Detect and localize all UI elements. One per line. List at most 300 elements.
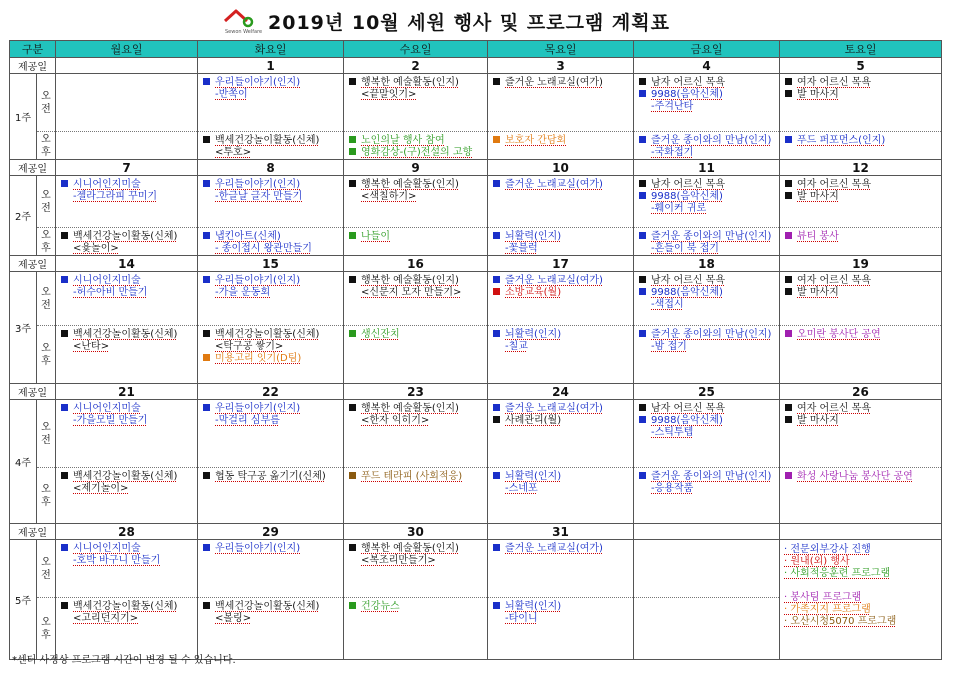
- program-text: <고리던지기>: [73, 613, 139, 624]
- bullet-square-icon: [639, 78, 646, 85]
- date-row: [10, 256, 942, 272]
- program-text: 나들이: [361, 231, 390, 242]
- program-cell: [488, 540, 634, 598]
- program-cell: [634, 228, 780, 256]
- program-line: [493, 613, 633, 625]
- program-line: [203, 353, 343, 365]
- program-text: -막걸리 심부름: [215, 415, 280, 426]
- program-line: [203, 543, 343, 555]
- bullet-square-icon: [61, 276, 68, 283]
- program-text: 즐거운 종이와의 만남(인지): [651, 471, 772, 482]
- week-label: 5주: [10, 540, 37, 660]
- bullet-square-icon: [349, 136, 356, 143]
- program-line: [349, 471, 487, 483]
- program-line: [785, 89, 941, 101]
- bullet-square-icon: [639, 330, 646, 337]
- date-cell: 2: [344, 58, 488, 74]
- program-line: [61, 341, 197, 353]
- program-line: [349, 275, 487, 287]
- program-line: [639, 299, 779, 311]
- date-cell: 17: [488, 256, 634, 272]
- program-cell: [344, 598, 488, 660]
- program-cell: [198, 540, 344, 598]
- program-line: [203, 329, 343, 341]
- program-text: 행복한 예술활동(인지): [361, 77, 459, 88]
- bullet-square-icon: [785, 276, 792, 283]
- program-cell: [198, 132, 344, 160]
- program-line: [493, 601, 633, 613]
- program-text: 우리들이야기(인지): [215, 403, 301, 414]
- date-cell: 16: [344, 256, 488, 272]
- program-text: -흔들이 북 접기: [651, 243, 719, 254]
- bullet-square-icon: [493, 602, 500, 609]
- program-text: <복조리만들기>: [361, 555, 436, 566]
- program-line: [493, 483, 633, 495]
- legend-text: · 봉사팀 프로그램: [784, 592, 862, 603]
- legend-text: · 오산시청5070 프로그램: [784, 616, 897, 627]
- bullet-square-icon: [203, 78, 210, 85]
- am-row: [10, 400, 942, 468]
- program-cell: [344, 326, 488, 384]
- bullet-square-icon: [203, 472, 210, 479]
- program-text: 즐거운 노래교실(여가): [505, 543, 603, 554]
- program-line: [639, 471, 779, 483]
- pm-label: 오 후: [37, 132, 56, 160]
- bullet-square-icon: [785, 180, 792, 187]
- program-line: [203, 275, 343, 287]
- program-text: 발 마사지: [797, 415, 839, 426]
- program-line: [61, 471, 197, 483]
- bullet-square-icon: [493, 276, 500, 283]
- date-cell: [634, 524, 780, 540]
- date-cell: 1: [198, 58, 344, 74]
- week-label: 4주: [10, 400, 37, 524]
- date-cell: [780, 524, 942, 540]
- bullet-square-icon: [785, 90, 792, 97]
- program-line: [203, 89, 343, 101]
- program-line: [639, 89, 779, 101]
- date-cell: 21: [56, 384, 198, 400]
- program-text: -한글날 글자 만들기: [215, 191, 303, 202]
- program-line: [203, 147, 343, 159]
- program-text: 남자 어르신 목욕: [651, 275, 725, 286]
- program-line: [493, 77, 633, 89]
- program-text: -칠교: [505, 341, 528, 352]
- program-line: [639, 231, 779, 243]
- program-line: [349, 555, 487, 567]
- header-wed: 수요일: [344, 41, 488, 58]
- bullet-square-icon: [493, 404, 500, 411]
- program-text: 소방교육(월): [505, 287, 562, 298]
- program-text: 즐거운 노래교실(여가): [505, 77, 603, 88]
- date-row: [10, 524, 942, 540]
- program-cell: [780, 176, 942, 228]
- date-cell: 28: [56, 524, 198, 540]
- program-cell: [488, 598, 634, 660]
- program-cell: [198, 326, 344, 384]
- program-text: 우리들이야기(인지): [215, 77, 301, 88]
- program-cell: [634, 468, 780, 524]
- date-cell: 14: [56, 256, 198, 272]
- header-row: [10, 41, 942, 58]
- program-text: 시니어인지미술: [73, 275, 141, 286]
- date-cell: 8: [198, 160, 344, 176]
- program-cell: [344, 540, 488, 598]
- program-line: [349, 415, 487, 427]
- week-label: 1주: [10, 74, 37, 160]
- date-cell: 23: [344, 384, 488, 400]
- program-line: [639, 179, 779, 191]
- program-text: 시니어인지미술: [73, 403, 141, 414]
- program-text: 여자 어르신 목욕: [797, 179, 871, 190]
- bullet-square-icon: [493, 78, 500, 85]
- program-text: 보호자 간담회: [505, 135, 567, 146]
- program-text: 푸드 테라피 (사회적응): [361, 471, 463, 482]
- program-cell: [488, 228, 634, 256]
- program-cell: [198, 400, 344, 468]
- program-cell: [780, 400, 942, 468]
- bullet-square-icon: [203, 136, 210, 143]
- program-line: [493, 287, 633, 299]
- program-cell: [56, 228, 198, 256]
- program-line: [349, 403, 487, 415]
- bullet-square-icon: [349, 180, 356, 187]
- program-text: 발 마사지: [797, 287, 839, 298]
- program-line: [349, 147, 487, 159]
- program-text: 행복한 예술활동(인지): [361, 179, 459, 190]
- bullet-square-icon: [785, 472, 792, 479]
- program-line: [493, 179, 633, 191]
- program-line: [493, 231, 633, 243]
- bullet-square-icon: [349, 276, 356, 283]
- date-cell: 29: [198, 524, 344, 540]
- bullet-square-icon: [349, 78, 356, 85]
- pm-row: [10, 228, 942, 256]
- program-text: 9988(음악신체): [651, 415, 723, 426]
- program-text: 뇌활력(인지): [505, 471, 562, 482]
- program-text: 시니어인지미술: [73, 543, 141, 554]
- program-text: -스네포: [505, 483, 538, 494]
- program-line: [61, 275, 197, 287]
- program-line: [639, 243, 779, 255]
- program-text: -훼이커 귀로: [651, 203, 707, 214]
- program-line: [203, 613, 343, 625]
- program-line: [349, 179, 487, 191]
- legend-item: [784, 580, 941, 592]
- pm-row: [10, 326, 942, 384]
- program-cell: [488, 272, 634, 326]
- bullet-square-icon: [493, 472, 500, 479]
- program-line: [61, 329, 197, 341]
- program-text: 남자 어르신 목욕: [651, 77, 725, 88]
- program-text: 건강뉴스: [361, 601, 400, 612]
- am-label: 오 전: [37, 540, 56, 598]
- am-row: [10, 74, 942, 132]
- legend-item: [784, 592, 941, 604]
- program-cell: [344, 400, 488, 468]
- program-text: <탁구공 쌓기>: [215, 341, 284, 352]
- bullet-square-icon: [349, 602, 356, 609]
- program-line: [493, 341, 633, 353]
- program-line: [349, 543, 487, 555]
- program-cell: [56, 540, 198, 598]
- bullet-square-icon: [61, 232, 68, 239]
- legend-text: · 원내(외) 행사: [784, 556, 850, 567]
- header-thu: 목요일: [488, 41, 634, 58]
- program-text: 백세건강놀이활동(신체): [73, 471, 178, 482]
- program-text: 여자 어르신 목욕: [797, 403, 871, 414]
- program-text: -호박 바구니 만들기: [73, 555, 161, 566]
- bullet-square-icon: [785, 78, 792, 85]
- program-line: [203, 415, 343, 427]
- date-cell: 31: [488, 524, 634, 540]
- bullet-square-icon: [203, 232, 210, 239]
- bullet-square-icon: [785, 404, 792, 411]
- program-cell: [780, 74, 942, 132]
- program-line: [639, 329, 779, 341]
- program-line: [493, 403, 633, 415]
- week-label: 2주: [10, 176, 37, 256]
- program-text: -스틱투텝: [651, 427, 694, 438]
- program-cell: [56, 132, 198, 160]
- program-line: [785, 231, 941, 243]
- program-text: -응용작품: [651, 483, 694, 494]
- program-line: [493, 243, 633, 255]
- program-line: [493, 471, 633, 483]
- am-row: [10, 540, 942, 598]
- program-line: [61, 415, 197, 427]
- bullet-square-icon: [785, 330, 792, 337]
- program-text: -젤라그라피 꾸미기: [73, 191, 158, 202]
- program-text: 뇌활력(인지): [505, 601, 562, 612]
- program-line: [639, 415, 779, 427]
- program-text: -반쪽이: [215, 89, 248, 100]
- program-text: 미용고리 잇기(D팀): [215, 353, 302, 364]
- bullet-square-icon: [61, 404, 68, 411]
- program-line: [61, 483, 197, 495]
- program-line: [349, 77, 487, 89]
- date-row: [10, 384, 942, 400]
- program-text: 뇌활력(인지): [505, 329, 562, 340]
- program-cell: [634, 272, 780, 326]
- header-fri: 금요일: [634, 41, 780, 58]
- program-cell: [344, 272, 488, 326]
- program-line: [203, 77, 343, 89]
- program-cell: [634, 598, 780, 660]
- program-cell: [488, 326, 634, 384]
- program-text: <끝말잇기>: [361, 89, 417, 100]
- program-cell: [634, 74, 780, 132]
- program-cell: [780, 326, 942, 384]
- program-line: [639, 275, 779, 287]
- program-text: 행복한 예술활동(인지): [361, 275, 459, 286]
- program-line: [203, 179, 343, 191]
- legend-item: [784, 604, 941, 616]
- program-line: [61, 231, 197, 243]
- program-text: 냅킨아트(신체): [215, 231, 281, 242]
- bullet-square-icon: [493, 288, 500, 295]
- program-text: <윷놀이>: [73, 243, 119, 254]
- program-line: [639, 403, 779, 415]
- bullet-square-icon: [493, 180, 500, 187]
- pm-label: 오 후: [37, 326, 56, 384]
- program-text: 백세건강놀이활동(신체): [215, 601, 320, 612]
- date-cell: 11: [634, 160, 780, 176]
- program-line: [61, 191, 197, 203]
- bullet-square-icon: [349, 404, 356, 411]
- bullet-square-icon: [61, 544, 68, 551]
- program-line: [349, 191, 487, 203]
- program-line: [785, 275, 941, 287]
- program-text: -색접시: [651, 299, 684, 310]
- bullet-square-icon: [203, 602, 210, 609]
- am-row: [10, 272, 942, 326]
- am-label: 오 전: [37, 400, 56, 468]
- legend-item: [784, 544, 941, 556]
- date-row-label: 제공일: [10, 160, 56, 176]
- bullet-square-icon: [493, 544, 500, 551]
- program-text: 9988(음악신체): [651, 89, 723, 100]
- program-line: [639, 135, 779, 147]
- am-label: 오 전: [37, 74, 56, 132]
- pm-label: 오 후: [37, 598, 56, 660]
- program-text: 푸드 퍼포먼스(인지): [797, 135, 886, 146]
- program-text: 남자 어르신 목욕: [651, 179, 725, 190]
- bullet-square-icon: [785, 232, 792, 239]
- program-line: [785, 179, 941, 191]
- bullet-square-icon: [61, 472, 68, 479]
- program-cell: [488, 176, 634, 228]
- date-cell: 22: [198, 384, 344, 400]
- bullet-square-icon: [493, 330, 500, 337]
- program-line: [785, 471, 941, 483]
- date-cell: 19: [780, 256, 942, 272]
- bullet-square-icon: [639, 276, 646, 283]
- legend-item: [784, 616, 941, 628]
- program-text: -가을모빌 만들기: [73, 415, 148, 426]
- program-line: [785, 403, 941, 415]
- program-line: [493, 135, 633, 147]
- date-cell: 3: [488, 58, 634, 74]
- program-line: [203, 341, 343, 353]
- program-text: -타이니: [505, 613, 538, 624]
- program-line: [203, 287, 343, 299]
- program-line: [785, 415, 941, 427]
- bullet-square-icon: [203, 404, 210, 411]
- program-cell: [634, 132, 780, 160]
- program-text: 백세건강놀이활동(신체): [73, 601, 178, 612]
- program-text: 9988(음악신체): [651, 191, 723, 202]
- bullet-square-icon: [639, 472, 646, 479]
- bullet-square-icon: [785, 288, 792, 295]
- program-line: [203, 471, 343, 483]
- bullet-square-icon: [639, 288, 646, 295]
- program-text: 여자 어르신 목욕: [797, 275, 871, 286]
- date-cell: [56, 58, 198, 74]
- program-line: [61, 243, 197, 255]
- date-row-label: 제공일: [10, 58, 56, 74]
- program-line: [61, 543, 197, 555]
- program-text: 행복한 예술활동(인지): [361, 403, 459, 414]
- program-line: [639, 77, 779, 89]
- program-text: -허수아비 만들기: [73, 287, 148, 298]
- program-line: [203, 231, 343, 243]
- program-text: -주걱난타: [651, 101, 694, 112]
- program-line: [349, 601, 487, 613]
- program-text: 오미란 봉사단 공연: [797, 329, 881, 340]
- legend-item: [784, 556, 941, 568]
- program-cell: [344, 468, 488, 524]
- program-cell: [56, 468, 198, 524]
- program-cell: [198, 74, 344, 132]
- program-line: [493, 275, 633, 287]
- date-cell: 7: [56, 160, 198, 176]
- program-line: [639, 341, 779, 353]
- program-line: [639, 427, 779, 439]
- program-text: -꽃블럭: [505, 243, 538, 254]
- program-cell: [56, 400, 198, 468]
- legend-notes: [780, 540, 942, 660]
- program-line: [203, 243, 343, 255]
- program-text: <한자 익히기>: [361, 415, 430, 426]
- bullet-square-icon: [203, 330, 210, 337]
- bullet-square-icon: [639, 416, 646, 423]
- program-line: [639, 287, 779, 299]
- program-text: 사례관리(월): [505, 415, 562, 426]
- bullet-square-icon: [493, 232, 500, 239]
- program-text: 즐거운 노래교실(여가): [505, 275, 603, 286]
- date-row-label: 제공일: [10, 384, 56, 400]
- am-label: 오 전: [37, 272, 56, 326]
- logo-text: Sewon Welfare: [225, 29, 263, 35]
- program-text: 9988(음악신체): [651, 287, 723, 298]
- pm-label: 오 후: [37, 468, 56, 524]
- date-cell: 10: [488, 160, 634, 176]
- bullet-square-icon: [785, 192, 792, 199]
- program-text: 노인의날 행사 참여: [361, 135, 445, 146]
- program-line: [61, 601, 197, 613]
- program-cell: [198, 272, 344, 326]
- program-text: 우리들이야기(인지): [215, 179, 301, 190]
- program-text: 발 마사지: [797, 191, 839, 202]
- program-line: [639, 483, 779, 495]
- bullet-square-icon: [349, 330, 356, 337]
- program-text: 백세건강놀이활동(신체): [215, 329, 320, 340]
- date-cell: 9: [344, 160, 488, 176]
- program-text: 우리들이야기(인지): [215, 275, 301, 286]
- program-text: <볼링>: [215, 613, 252, 624]
- program-cell: [198, 468, 344, 524]
- program-cell: [56, 74, 198, 132]
- date-cell: 24: [488, 384, 634, 400]
- bullet-square-icon: [203, 276, 210, 283]
- bullet-square-icon: [203, 354, 210, 361]
- program-line: [785, 77, 941, 89]
- legend-text: · 전문외부강사 진행: [784, 544, 871, 555]
- bullet-square-icon: [493, 136, 500, 143]
- bullet-square-icon: [61, 602, 68, 609]
- date-row-label: 제공일: [10, 256, 56, 272]
- program-text: 백세건강놀이활동(신체): [73, 231, 178, 242]
- program-line: [349, 329, 487, 341]
- program-text: 즐거운 종이와의 만남(인지): [651, 135, 772, 146]
- bullet-square-icon: [493, 416, 500, 423]
- program-text: 즐거운 노래교실(여가): [505, 403, 603, 414]
- bullet-square-icon: [349, 544, 356, 551]
- program-cell: [344, 176, 488, 228]
- title-bar: [0, 0, 960, 40]
- bullet-square-icon: [639, 180, 646, 187]
